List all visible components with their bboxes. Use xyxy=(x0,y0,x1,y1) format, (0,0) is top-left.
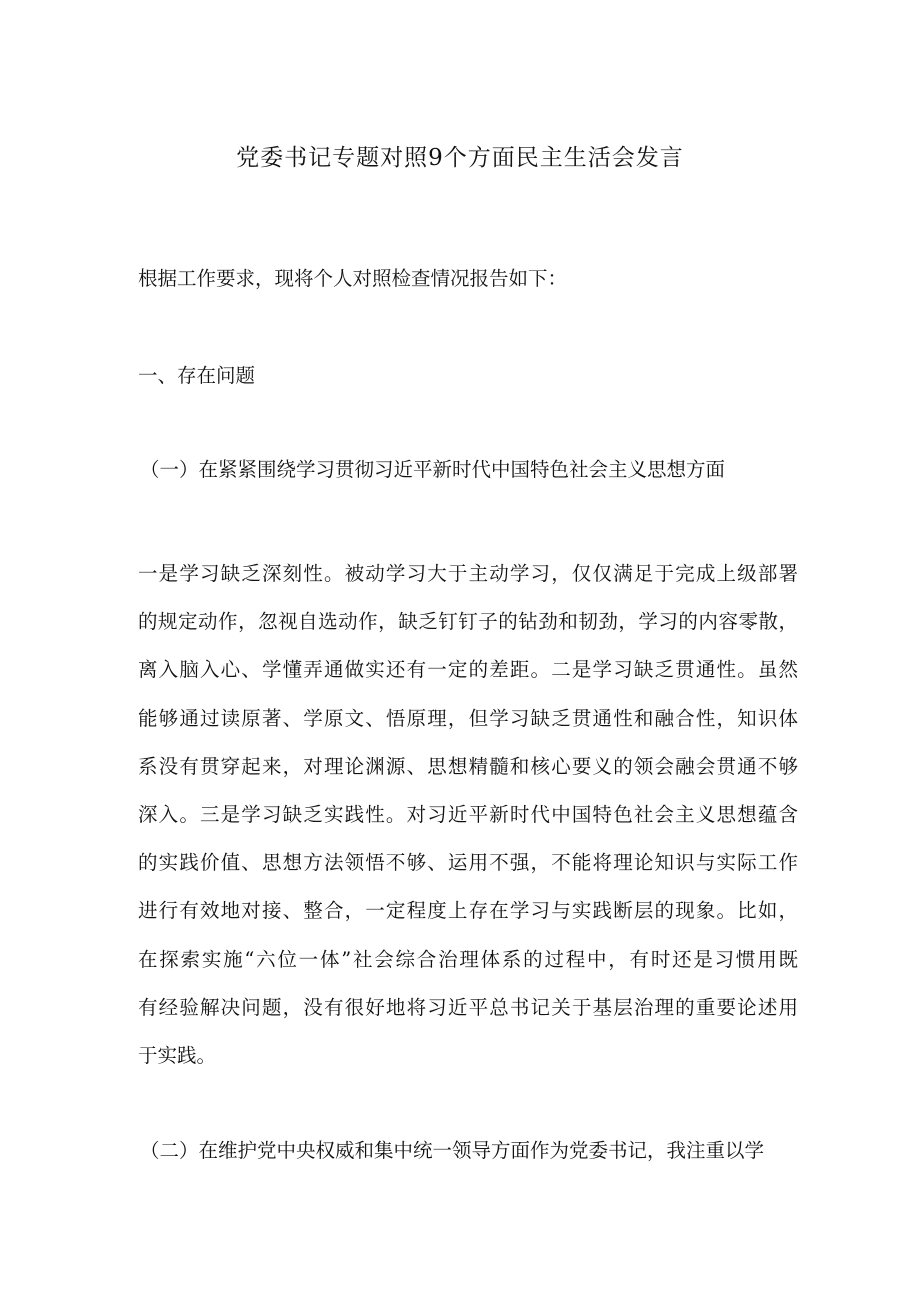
intro-line: 根据工作要求，现将个人对照检查情况报告如下： xyxy=(138,267,568,290)
section-heading-problems: 一、存在问题 xyxy=(138,364,256,387)
paragraph-line: 系没有贯穿起来，对理论渊源、思想精髓和核心要义的领会融会贯通不够 xyxy=(138,754,798,778)
paragraph-line: 进行有效地对接、整合，一定程度上存在学习与实践断层的现象。比如， xyxy=(138,899,798,923)
paragraph-line: 有经验解决问题，没有很好地将习近平总书记关于基层治理的重要论述用 xyxy=(138,995,798,1019)
paragraph-line: 的实践价值、思想方法领悟不够、运用不强，不能将理论知识与实际工作 xyxy=(138,851,798,875)
subsection-heading-2: （二）在维护党中央权威和集中统一领导方面作为党委书记，我注重以学 xyxy=(140,1139,765,1162)
subsection-heading-1: （一）在紧紧围绕学习贯彻习近平新时代中国特色社会主义思想方面 xyxy=(140,458,726,481)
body-paragraph-1 xyxy=(138,550,798,1080)
paragraph-line: 一是学习缺乏深刻性。被动学习大于主动学习，仅仅满足于完成上级部署 xyxy=(138,562,798,585)
paragraph-line: 在探索实施“六位一体”社会综合治理体系的过程中，有时还是习惯用既 xyxy=(138,947,798,971)
document-title: 党委书记专题对照9个方面民主生活会发言 xyxy=(236,145,684,171)
paragraph-line: 的规定动作，忽视自选动作，缺乏钉钉子的钻劲和韧劲，学习的内容零散， xyxy=(138,610,798,634)
paragraph-line: 能够通过读原著、学原文、悟原理，但学习缺乏贯通性和融合性，知识体 xyxy=(138,706,798,730)
paragraph-line: 离入脑入心、学懂弄通做实还有一定的差距。二是学习缺乏贯通性。虽然 xyxy=(138,658,798,682)
paragraph-line: 深入。三是学习缺乏实践性。对习近平新时代中国特色社会主义思想蕴含 xyxy=(138,803,798,827)
paragraph-line: 于实践。 xyxy=(138,1044,217,1068)
